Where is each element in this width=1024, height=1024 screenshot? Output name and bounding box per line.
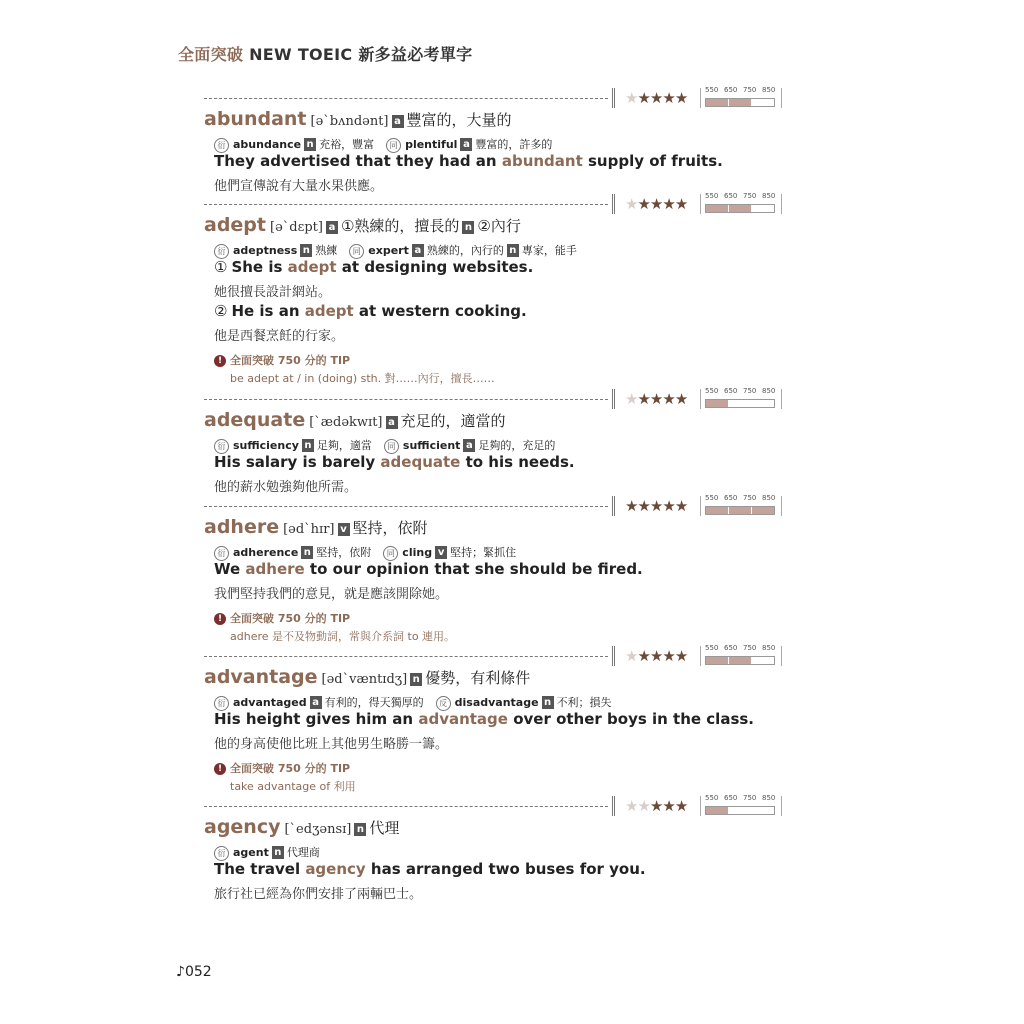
- score-divider: [751, 400, 752, 407]
- headword-line: [204, 409, 506, 431]
- meaning: ①熟練的，擅長的: [340, 217, 460, 235]
- sentence-text: has arranged two buses for you.: [365, 860, 646, 878]
- pos-badge: n: [462, 221, 474, 234]
- star-icon: ★: [649, 89, 663, 107]
- sentence-text: He is an: [231, 302, 305, 320]
- sentence-text: to our opinion that she should be fired.: [304, 560, 643, 578]
- headword-line: [204, 816, 399, 838]
- highlighted-word: adhere: [245, 560, 305, 578]
- pos-badge: a: [463, 439, 475, 452]
- derivative-icon: 反: [436, 696, 451, 711]
- headword: agency: [204, 816, 281, 838]
- score-label: 650: [724, 494, 738, 502]
- star-icon: ★: [674, 497, 688, 515]
- alert-icon: !: [214, 613, 226, 625]
- related-word: disadvantage: [454, 696, 539, 709]
- headword: adequate: [204, 409, 306, 431]
- headword-line: [204, 214, 521, 236]
- score-divider: [728, 205, 729, 212]
- score-label: 750: [743, 387, 757, 395]
- score-label: 750: [743, 644, 757, 652]
- score-scale: [700, 496, 782, 516]
- headword-line: [204, 108, 512, 130]
- pos-badge: v: [435, 546, 447, 559]
- word-entry-agency: [204, 796, 784, 946]
- pos-badge: a: [326, 221, 338, 234]
- headword: advantage: [204, 666, 318, 688]
- star-icon: ★: [649, 797, 663, 815]
- sentence-text: His height gives him an: [214, 710, 419, 728]
- score-divider: [728, 807, 729, 814]
- star-icon: ★: [662, 797, 675, 815]
- header-highlight: 全面突破: [178, 45, 244, 64]
- pos-badge: a: [310, 696, 322, 709]
- example-sentence: [214, 302, 527, 320]
- score-label: 850: [762, 86, 776, 94]
- star-icon: ★: [637, 497, 650, 515]
- score-scale: [700, 796, 782, 816]
- tip-title: 全面突破 750 分的 TIP: [230, 612, 351, 625]
- phonetic: [`ædəkwɪt]: [309, 415, 383, 430]
- pos-badge: n: [410, 673, 422, 686]
- score-label: 550: [705, 192, 719, 200]
- score-scale: [700, 88, 782, 108]
- alert-icon: !: [214, 763, 226, 775]
- star-icon: ★: [637, 647, 650, 665]
- highlighted-word: advantage: [418, 710, 508, 728]
- related-word: agent: [233, 846, 269, 859]
- score-label: 850: [762, 192, 776, 200]
- sentence-text: at designing websites.: [336, 258, 534, 276]
- header-title: NEW TOEIC 新多益必考單字: [249, 45, 473, 64]
- star-icon: ★: [637, 195, 650, 213]
- pos-badge: v: [338, 523, 350, 536]
- phonetic: [`edʒənsɪ]: [284, 822, 352, 837]
- pos-badge: a: [386, 416, 398, 429]
- score-bar: [705, 399, 775, 408]
- score-divider: [751, 657, 752, 664]
- score-label: 750: [743, 86, 757, 94]
- star-rating: [612, 389, 705, 409]
- derivative-icon: 衍: [214, 696, 229, 711]
- related-words: [214, 844, 320, 861]
- related-words: [214, 242, 577, 259]
- derivative-icon: 衍: [214, 546, 229, 561]
- pos-badge: n: [304, 138, 316, 151]
- example-sentence: [214, 560, 643, 578]
- example-sentence: [214, 453, 575, 471]
- star-icon: ★: [625, 497, 638, 515]
- tip-heading: [214, 610, 350, 626]
- score-label: 850: [762, 387, 776, 395]
- star-rating: [612, 646, 705, 666]
- related-meaning: 堅持；緊抓住: [450, 546, 517, 559]
- book-header: [178, 42, 472, 65]
- pos-badge: n: [507, 244, 519, 257]
- word-entry-adept: [204, 192, 784, 385]
- related-meaning: 堅持，依附: [316, 546, 372, 559]
- score-label: 850: [762, 494, 776, 502]
- related-meaning: 不利；損失: [556, 696, 612, 709]
- star-icon: ★: [662, 89, 675, 107]
- derivative-icon: 同: [384, 439, 399, 454]
- sentence-text: We: [214, 560, 246, 578]
- dashed-divider: [204, 656, 608, 657]
- score-label: 650: [724, 86, 738, 94]
- related-meaning: 足夠，適當: [316, 439, 372, 452]
- sentence-text: over other boys in the class.: [507, 710, 754, 728]
- phonetic: [ə`dɛpt]: [270, 220, 323, 235]
- star-icon: ★: [637, 89, 650, 107]
- derivative-icon: 同: [349, 244, 364, 259]
- score-divider: [728, 99, 729, 106]
- meaning: 代理: [369, 819, 400, 837]
- score-bar: [705, 98, 775, 107]
- related-word: plentiful: [405, 138, 458, 151]
- star-icon: ★: [674, 797, 688, 815]
- star-icon: ★: [649, 497, 663, 515]
- related-words: [214, 694, 612, 711]
- star-icon: ★: [649, 647, 663, 665]
- related-word: sufficient: [402, 439, 461, 452]
- score-fill: [706, 807, 728, 814]
- highlighted-word: agency: [305, 860, 366, 878]
- translation: 他是西餐烹飪的行家。: [214, 329, 345, 344]
- score-label: 550: [705, 794, 719, 802]
- translation: 她很擅長設計網站。: [214, 285, 332, 300]
- derivative-icon: 衍: [214, 439, 229, 454]
- headword-line: [204, 516, 428, 538]
- derivative-icon: 同: [386, 138, 401, 153]
- star-icon: ★: [625, 89, 638, 107]
- star-icon: ★: [625, 390, 638, 408]
- score-divider: [751, 807, 752, 814]
- score-bar: [705, 506, 775, 515]
- score-bar: [705, 806, 775, 815]
- pos-badge: a: [412, 244, 424, 257]
- star-rating: [612, 796, 705, 816]
- phonetic: [əd`hɪr]: [283, 522, 335, 537]
- related-word: abundance: [233, 138, 302, 151]
- meaning-2: ②內行: [477, 217, 521, 235]
- score-scale: [700, 389, 782, 409]
- score-scale: [700, 646, 782, 666]
- related-meaning: 專家，能手: [521, 244, 577, 257]
- translation: 他們宣傳說有大量水果供應。: [214, 179, 384, 194]
- phonetic: [ə`bʌndənt]: [310, 114, 389, 129]
- pos-badge: n: [302, 439, 314, 452]
- meaning: 充足的，適當的: [400, 412, 506, 430]
- derivative-icon: 衍: [214, 244, 229, 259]
- related-meaning: 代理商: [286, 846, 320, 859]
- score-divider: [728, 657, 729, 664]
- star-icon: ★: [625, 797, 638, 815]
- related-word: expert: [368, 244, 409, 257]
- pos-badge: n: [301, 546, 313, 559]
- score-label: 550: [705, 86, 719, 94]
- score-divider: [751, 99, 752, 106]
- score-fill: [706, 400, 728, 407]
- star-icon: ★: [674, 195, 688, 213]
- highlighted-word: adequate: [380, 453, 461, 471]
- star-icon: ★: [649, 390, 663, 408]
- translation: 旅行社已經為你們安排了兩輛巴士。: [214, 887, 423, 902]
- score-divider: [728, 400, 729, 407]
- pos-badge: a: [460, 138, 472, 151]
- example-sentence: [214, 710, 754, 728]
- star-rating: [612, 194, 705, 214]
- tip-title: 全面突破 750 分的 TIP: [230, 354, 351, 367]
- score-label: 750: [743, 794, 757, 802]
- headword: adhere: [204, 516, 280, 538]
- translation: 我們堅持我們的意見，就是應該開除她。: [214, 587, 449, 602]
- star-rating: [612, 88, 705, 108]
- highlighted-word: adept: [287, 258, 337, 276]
- sentence-text: to his needs.: [460, 453, 575, 471]
- meaning: 堅持，依附: [352, 519, 428, 537]
- sentence-text: supply of fruits.: [582, 152, 723, 170]
- example-number: ①: [214, 258, 228, 276]
- tip-heading: [214, 352, 350, 368]
- score-scale: [700, 194, 782, 214]
- star-rating: [612, 496, 705, 516]
- translation: 他的薪水勉強夠他所需。: [214, 480, 358, 495]
- sentence-text: They advertised that they had an: [214, 152, 502, 170]
- dashed-divider: [204, 204, 608, 205]
- pos-badge: n: [354, 823, 366, 836]
- score-bar: [705, 656, 775, 665]
- related-word: advantaged: [233, 696, 307, 709]
- tip-text: adhere 是不及物動詞，常與介系詞 to 連用。: [230, 630, 456, 643]
- tip-title: 全面突破 750 分的 TIP: [230, 762, 351, 775]
- star-icon: ★: [649, 195, 663, 213]
- example-sentence: [214, 258, 533, 276]
- tip-text: be adept at / in (doing) sth. 對……內行，擅長……: [230, 372, 495, 385]
- dashed-divider: [204, 399, 608, 400]
- translation: 他的身高使他比班上其他男生略勝一籌。: [214, 737, 449, 752]
- score-label: 750: [743, 494, 757, 502]
- derivative-icon: 衍: [214, 846, 229, 861]
- headword: abundant: [204, 108, 307, 130]
- derivative-icon: 衍: [214, 138, 229, 153]
- meaning: 豐富的，大量的: [406, 111, 512, 129]
- sentence-text: She is: [231, 258, 288, 276]
- score-bar: [705, 204, 775, 213]
- related-words: [214, 437, 555, 454]
- related-word: adeptness: [233, 244, 298, 257]
- score-divider: [728, 507, 729, 514]
- music-note-icon: ♪: [176, 964, 185, 980]
- score-label: 650: [724, 794, 738, 802]
- tip-heading: [214, 760, 350, 776]
- dashed-divider: [204, 506, 608, 507]
- score-label: 550: [705, 494, 719, 502]
- related-word: sufficiency: [233, 439, 299, 452]
- star-icon: ★: [625, 647, 638, 665]
- derivative-icon: 同: [383, 546, 398, 561]
- related-word: cling: [402, 546, 433, 559]
- example-sentence: [214, 152, 723, 170]
- score-label: 550: [705, 644, 719, 652]
- example-number: ②: [214, 302, 228, 320]
- score-label: 550: [705, 387, 719, 395]
- related-meaning: 熟練的，內行的: [426, 244, 504, 257]
- score-label: 650: [724, 644, 738, 652]
- pos-badge: a: [392, 115, 404, 128]
- star-icon: ★: [662, 390, 675, 408]
- sentence-text: The travel: [214, 860, 306, 878]
- star-icon: ★: [662, 195, 675, 213]
- dashed-divider: [204, 98, 608, 99]
- example-sentence: [214, 860, 646, 878]
- score-label: 650: [724, 192, 738, 200]
- score-label: 850: [762, 644, 776, 652]
- related-meaning: 足夠的，充足的: [478, 439, 556, 452]
- score-label: 850: [762, 794, 776, 802]
- word-entry-advantage: [204, 646, 784, 796]
- highlighted-word: adept: [304, 302, 354, 320]
- headword-line: [204, 666, 530, 688]
- star-icon: ★: [674, 647, 688, 665]
- related-meaning: 充裕，豐富: [319, 138, 375, 151]
- meaning: 優勢，有利條件: [425, 669, 531, 687]
- score-label: 650: [724, 387, 738, 395]
- pos-badge: n: [300, 244, 312, 257]
- related-word: adherence: [233, 546, 299, 559]
- star-icon: ★: [674, 89, 688, 107]
- page-number-text: 052: [184, 964, 212, 980]
- pos-badge: n: [542, 696, 554, 709]
- star-icon: ★: [662, 497, 675, 515]
- sentence-text: at western cooking.: [353, 302, 527, 320]
- related-words: [214, 136, 552, 153]
- related-meaning: 熟練: [315, 244, 338, 257]
- star-icon: ★: [625, 195, 638, 213]
- score-fill: [706, 507, 774, 514]
- dashed-divider: [204, 806, 608, 807]
- score-label: 750: [743, 192, 757, 200]
- page-number: [176, 964, 212, 980]
- star-icon: ★: [637, 797, 650, 815]
- pos-badge: n: [272, 846, 284, 859]
- related-meaning: 豐富的，許多的: [475, 138, 553, 151]
- star-icon: ★: [637, 390, 650, 408]
- word-entry-adhere: [204, 496, 784, 646]
- star-icon: ★: [674, 390, 688, 408]
- related-words: [214, 544, 516, 561]
- tip-text: take advantage of 利用: [230, 780, 356, 793]
- phonetic: [əd`væntɪdʒ]: [321, 672, 408, 687]
- sentence-text: His salary is barely: [214, 453, 381, 471]
- highlighted-word: abundant: [501, 152, 583, 170]
- star-icon: ★: [662, 647, 675, 665]
- headword: adept: [204, 214, 266, 236]
- alert-icon: !: [214, 355, 226, 367]
- related-meaning: 有利的，得天獨厚的: [324, 696, 424, 709]
- score-divider: [751, 507, 752, 514]
- score-divider: [751, 205, 752, 212]
